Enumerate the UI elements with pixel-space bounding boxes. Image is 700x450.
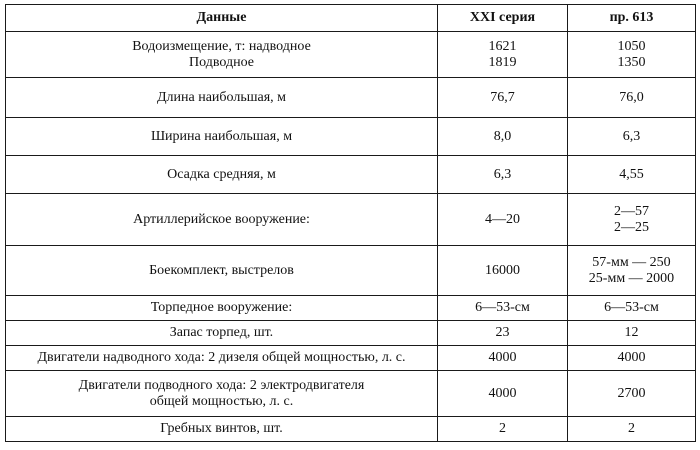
xxi-cell: 4000	[438, 346, 568, 371]
specifications-table	[5, 4, 696, 442]
row-artillery	[6, 194, 696, 246]
xxi-cell: 6,3	[438, 156, 568, 194]
xxi-cell: 6—53-см	[438, 296, 568, 321]
param-cell: Осадка средняя, м	[6, 156, 438, 194]
param-cell: Гребных винтов, шт.	[6, 417, 438, 442]
param-cell: Ширина наибольшая, м	[6, 118, 438, 156]
header-xxi-series: XXI серия	[438, 5, 568, 32]
row-draught	[6, 156, 696, 194]
header-row	[6, 5, 696, 32]
row-width	[6, 118, 696, 156]
p613-cell: 4,55	[568, 156, 696, 194]
p613-cell: 76,0	[568, 78, 696, 118]
header-project-613: пр. 613	[568, 5, 696, 32]
param-line: Подводное	[189, 54, 254, 70]
value-line: 1050	[617, 38, 646, 54]
xxi-cell: 16000	[438, 246, 568, 296]
p613-cell: 6,3	[568, 118, 696, 156]
row-ammunition	[6, 246, 696, 296]
p613-cell	[568, 32, 696, 78]
value-line: 2—25	[614, 219, 649, 235]
param-cell: Запас торпед, шт.	[6, 321, 438, 346]
p613-cell	[568, 194, 696, 246]
param-cell: Двигатели надводного хода: 2 дизеля общей мощностью, л. с.	[6, 346, 438, 371]
param-line: Двигатели подводного хода: 2 электродвигателя	[78, 377, 365, 393]
row-submerged-engines	[6, 371, 696, 417]
xxi-cell	[438, 32, 568, 78]
param-cell	[6, 32, 438, 78]
row-displacement	[6, 32, 696, 78]
param-cell: Длина наибольшая, м	[6, 78, 438, 118]
value-line: 1350	[617, 54, 646, 70]
param-cell: Боекомплект, выстрелов	[6, 246, 438, 296]
p613-cell	[568, 246, 696, 296]
row-surface-engines	[6, 346, 696, 371]
header-parameter: Данные	[6, 5, 438, 32]
xxi-cell: 4—20	[438, 194, 568, 246]
row-torpedo-stock	[6, 321, 696, 346]
param-cell	[6, 371, 438, 417]
row-torpedo-armament	[6, 296, 696, 321]
p613-cell: 2700	[568, 371, 696, 417]
value-line: 57-мм — 250	[592, 254, 671, 270]
xxi-cell: 4000	[438, 371, 568, 417]
row-length	[6, 78, 696, 118]
param-cell: Артиллерийское вооружение:	[6, 194, 438, 246]
param-line: Водоизмещение, т: надводное	[132, 38, 311, 54]
param-cell: Торпедное вооружение:	[6, 296, 438, 321]
value-line: 2—57	[614, 203, 649, 219]
xxi-cell: 8,0	[438, 118, 568, 156]
value-line: 25-мм — 2000	[588, 270, 675, 286]
value-line: 1819	[488, 54, 517, 70]
value-line: 1621	[488, 38, 517, 54]
p613-cell: 12	[568, 321, 696, 346]
xxi-cell: 23	[438, 321, 568, 346]
p613-cell: 6—53-см	[568, 296, 696, 321]
xxi-cell: 76,7	[438, 78, 568, 118]
row-propellers	[6, 417, 696, 442]
param-line: общей мощностью, л. с.	[149, 393, 294, 409]
p613-cell: 4000	[568, 346, 696, 371]
xxi-cell: 2	[438, 417, 568, 442]
p613-cell: 2	[568, 417, 696, 442]
